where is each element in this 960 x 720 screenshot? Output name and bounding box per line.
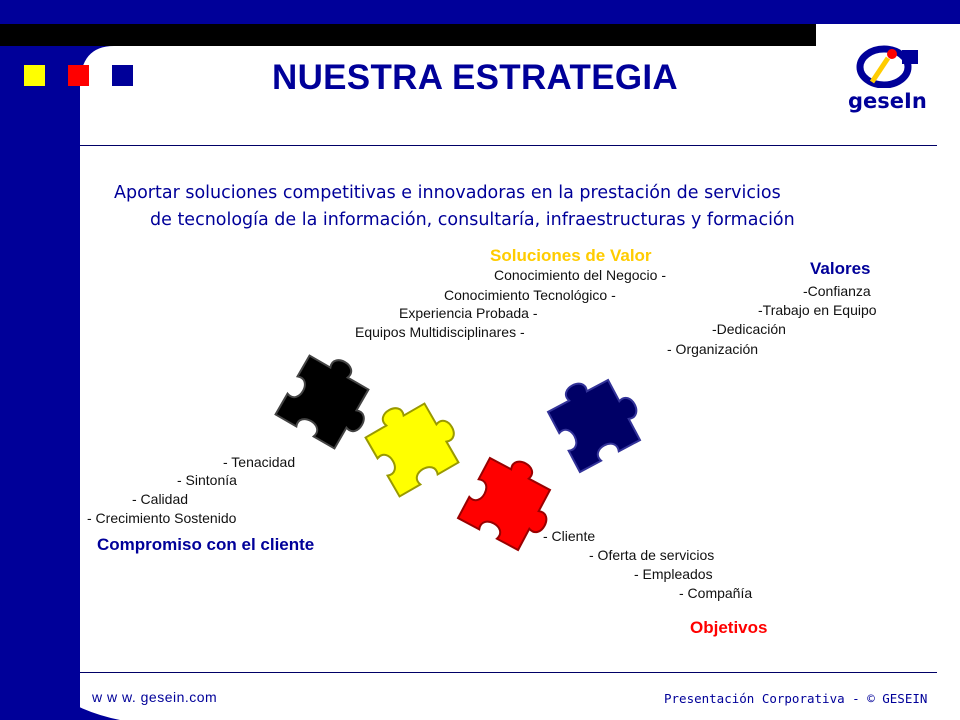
objetivos-item: - Compañía xyxy=(679,585,753,601)
objetivos-item: - Empleados xyxy=(634,566,713,582)
puzzle-piece-yellow-icon xyxy=(360,387,469,496)
yellow-square xyxy=(24,65,45,86)
top-bar xyxy=(0,0,960,24)
valores-item: -Dedicación xyxy=(712,321,786,337)
lead-line-2: de tecnología de la información, consultaría, infraestructuras y formación xyxy=(150,210,795,230)
compromiso-heading: Compromiso con el cliente xyxy=(97,535,315,554)
lead-line-1: Aportar soluciones competitivas e innovadoras en la prestación de servicios xyxy=(114,183,781,203)
soluciones-item: Equipos Multidisciplinares - xyxy=(355,324,525,340)
page-title: NUESTRA ESTRATEGIA xyxy=(272,58,678,97)
gesein-logo-mark-icon xyxy=(844,42,934,88)
valores-item: -Trabajo en Equipo xyxy=(758,302,877,318)
puzzle-piece-blue-icon xyxy=(542,364,650,472)
compromiso-item: - Tenacidad xyxy=(223,454,296,470)
header-divider xyxy=(80,145,937,146)
footer-presentation: Presentación Corporativa - © GESEIN xyxy=(664,691,928,706)
objetivos-item: - Oferta de servicios xyxy=(589,547,715,563)
blue-square xyxy=(112,65,133,86)
valores-heading: Valores xyxy=(810,259,871,278)
soluciones-item: Conocimiento del Negocio - xyxy=(494,267,666,283)
compromiso-item: - Sintonía xyxy=(177,472,237,488)
objetivos-item: - Cliente xyxy=(543,528,596,544)
soluciones-item: Experiencia Probada - xyxy=(399,305,538,321)
compromiso-item: - Crecimiento Sostenido xyxy=(87,510,237,526)
soluciones-heading: Soluciones de Valor xyxy=(490,246,652,265)
footer-website-link[interactable]: w w w. gesein.com xyxy=(92,689,218,705)
compromiso-item: - Calidad xyxy=(132,491,189,507)
valores-item: - Organización xyxy=(667,341,759,357)
valores-item: -Confianza xyxy=(803,283,871,299)
logo-wordmark: geseIn xyxy=(848,89,927,113)
objetivos-heading: Objetivos xyxy=(690,618,768,637)
gesein-logo xyxy=(844,42,934,112)
soluciones-item: Conocimiento Tecnológico - xyxy=(444,287,616,303)
footer-divider xyxy=(80,672,937,673)
header-black-bar xyxy=(0,24,816,46)
red-square xyxy=(68,65,89,86)
